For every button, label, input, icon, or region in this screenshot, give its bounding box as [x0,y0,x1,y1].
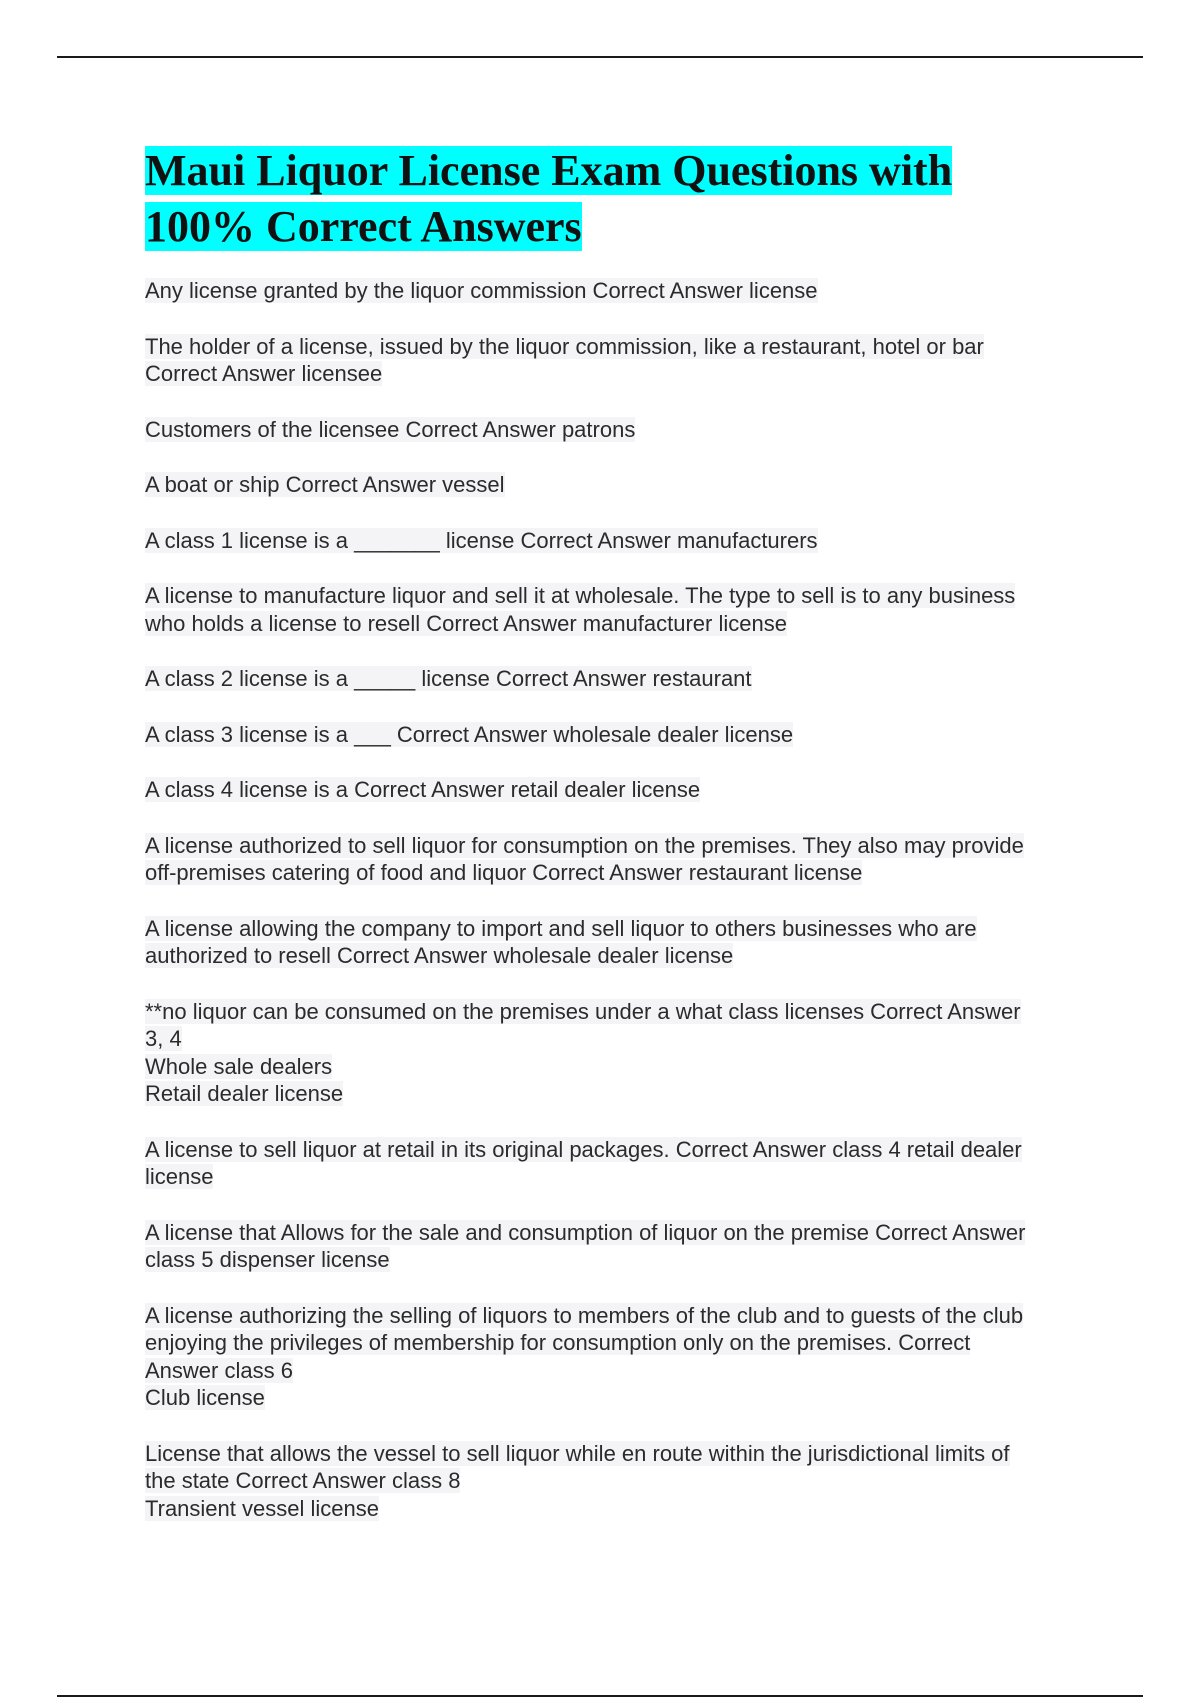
qa-text: License that allows the vessel to sell liquor while en route within the jurisdictional limits of the state Correct Answer class 8 Transient vessel license [145,1440,1010,1521]
document-title [145,143,1045,255]
qa-item [145,1136,1045,1191]
qa-text: A class 1 license is a _______ license Correct Answer manufacturers [145,527,818,553]
qa-text: A license allowing the company to import and sell liquor to others businesses who are authorized to resell Correct Answer wholesale dealer license [145,915,977,968]
qa-item [145,998,1045,1108]
qa-item [145,1302,1045,1412]
qa-item [145,471,1045,499]
title-text: Maui Liquor License Exam Questions with 100% Correct Answers [145,146,953,251]
qa-text: A class 3 license is a ___ Correct Answer wholesale dealer license [145,721,794,747]
qa-text: A license that Allows for the sale and consumption of liquor on the premise Correct Answer class 5 dispenser license [145,1219,1026,1272]
qa-item [145,915,1045,970]
qa-item [145,333,1045,388]
qa-text: A license authorized to sell liquor for consumption on the premises. They also may provide off-premises catering of food and liquor Correct Answer restaurant license [145,832,1024,885]
bottom-rule [57,1695,1143,1697]
qa-text: A license to manufacture liquor and sell it at wholesale. The type to sell is to any business who holds a license to resell Correct Answer manufacturer license [145,583,1016,636]
qa-text: A class 4 license is a Correct Answer retail dealer license [145,777,701,802]
qa-text: Customers of the licensee Correct Answer patrons [145,416,636,442]
qa-item [145,776,1045,804]
qa-text: A license to sell liquor at retail in its original packages. Correct Answer class 4 retail dealer license [145,1136,1022,1189]
qa-item [145,721,1045,749]
qa-text: A boat or ship Correct Answer vessel [145,472,505,497]
qa-text: **no liquor can be consumed on the premises under a what class licenses Correct Answer 3, 4 Whole sale dealers Retail dealer license [145,998,1021,1106]
qa-item [145,832,1045,887]
qa-item [145,1440,1045,1523]
top-rule [57,56,1143,58]
qa-item [145,277,1045,305]
qa-text: Any license granted by the liquor commission Correct Answer license [145,278,818,303]
qa-item [145,1219,1045,1274]
qa-item [145,527,1045,555]
qa-item [145,665,1045,693]
qa-text: A license authorizing the selling of liquors to members of the club and to guests of the club enjoying the privileges of membership for consumption only on the premises. Correct Answer class 6 Club license [145,1302,1024,1410]
qa-text: A class 2 license is a _____ license Correct Answer restaurant [145,666,752,691]
document-body [145,143,1045,1550]
qa-item [145,582,1045,637]
qa-text: The holder of a license, issued by the liquor commission, like a restaurant, hotel or bar Correct Answer licensee [145,333,984,386]
qa-item [145,416,1045,444]
